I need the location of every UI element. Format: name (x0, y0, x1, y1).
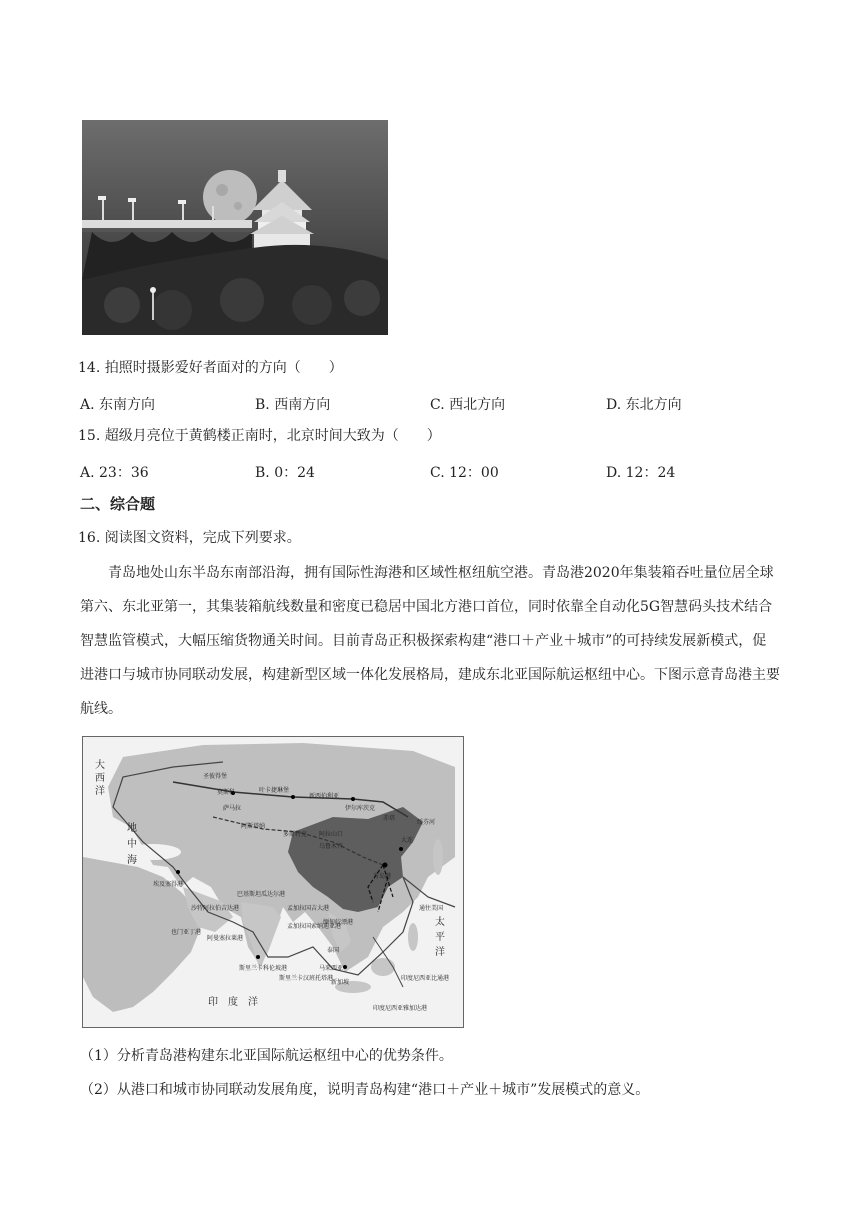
ocean-label-atlantic: 大 西 洋 (95, 760, 105, 797)
place-label: 绥芬河 (417, 819, 436, 826)
place-label: 阿斯塔纳 (241, 823, 266, 830)
place-label: 巴基斯坦瓜达尔港 (237, 891, 286, 898)
place-label: 斯里兰卡科伦坡港 (239, 965, 288, 972)
place-label: 赤塔 (383, 815, 396, 822)
place-label: 泰国 (327, 947, 340, 954)
place-label: 埃及塞得港 (153, 881, 184, 888)
q15-option-a: A. 23：36 (80, 465, 149, 481)
place-label: 大连 (401, 837, 414, 844)
place-label: 孟加拉国吉大港 (287, 905, 330, 912)
place-label: 沙特阿拉伯吉达港 (191, 905, 240, 912)
place-label: 乌鲁木齐 (319, 843, 344, 850)
place-label: 青岛港 (373, 873, 392, 880)
place-label: 缅甸皎漂港 (323, 919, 354, 926)
place-label: 阿拉山口 (319, 831, 344, 838)
q14-option-a: A. 东南方向 (80, 397, 156, 413)
question-15-stem: 15. 超级月亮位于黄鹤楼正南时，北京时间大致为（ ） (78, 428, 441, 444)
q16-passage (80, 556, 780, 726)
q16-paragraph: 青岛地处山东半岛东南部沿海，拥有国际性海港和区域性枢纽航空港。青岛港2020年集装箱吞吐量位居全球第六、东北亚第一，其集装箱航线数量和密度已稳居中国北方港口首位，同时依靠全自动化5G智慧码头技术结合智慧监管模式，大幅压缩货物通关时间。目前青岛正积极探索构建“港口＋产业＋城市”的可持续发展新模式，促进港口与城市协同联动发展，构建新型区域一体化发展格局，建成东北亚国际航运枢纽中心。下图示意青岛港主要航线。 (80, 565, 780, 717)
place-label: 多斯特克 (283, 831, 308, 838)
ocean-label-indian: 印 度 洋 (208, 997, 258, 1008)
place-label: 斯里兰卡汉班托塔港 (279, 975, 334, 982)
question-14-stem: 14. 拍照时摄影爱好者面对的方向（ ） (78, 360, 343, 376)
place-label: 孟加拉国索纳迪亚港 (287, 923, 342, 930)
place-label: 新西伯利亚 (309, 793, 340, 800)
place-label: 也门亚丁港 (171, 929, 202, 936)
place-label: 萨马拉 (223, 805, 242, 812)
sea-label-mediterranean: 地 中 海 (127, 823, 137, 866)
place-label: 新加坡 (331, 979, 350, 986)
q14-option-c: C. 西北方向 (430, 397, 506, 413)
place-label: 印度尼西亚雅加达港 (373, 1005, 428, 1012)
q16-subquestion-1: （1）分析青岛港构建东北亚国际航运枢纽中心的优势条件。 (80, 1048, 453, 1064)
place-label: 印度尼西亚比通港 (401, 975, 450, 982)
q16-subquestion-2: （2）从港口和城市协同联动发展角度，说明青岛构建“港口＋产业＋城市”发展模式的意义。 (80, 1082, 650, 1098)
q15-option-b: B. 0：24 (255, 465, 315, 481)
place-label: 莫斯科 (217, 789, 236, 796)
place-label: 阿曼塞拉莱港 (207, 935, 244, 942)
q14-option-d: D. 东北方向 (606, 397, 682, 413)
section-title: 二、综合题 (80, 495, 156, 513)
moon-tower-illustration (82, 120, 388, 335)
place-label: 叶卡捷琳堡 (259, 787, 290, 794)
q15-option-c: C. 12：00 (430, 465, 499, 481)
qingdao-route-map (82, 736, 464, 1028)
question-16-stem: 16. 阅读图文资料，完成下列要求。 (78, 530, 301, 546)
place-label: 通往美国 (419, 905, 444, 912)
ocean-label-pacific: 太 平 洋 (435, 917, 445, 958)
map-graphic (83, 737, 463, 1027)
q15-option-d: D. 12：24 (606, 465, 676, 481)
place-label: 马来西亚 (319, 965, 344, 972)
q14-option-b: B. 西南方向 (255, 397, 331, 413)
moon-tower-photo (82, 120, 388, 335)
place-label: 圣彼得堡 (203, 773, 228, 780)
place-label: 伊尔库茨克 (345, 805, 376, 812)
